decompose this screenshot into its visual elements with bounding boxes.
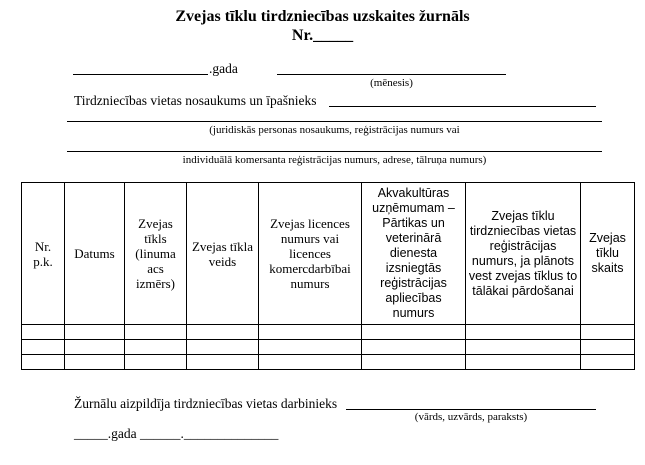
col-header-net-count: Zvejas tīklu skaits — [581, 183, 635, 325]
filled-by-label: Žurnālu aizpildīja tirdzniecības vietas darbinieks — [74, 396, 338, 411]
col-header-number: Nr. p.k. — [22, 183, 65, 325]
table-cell[interactable] — [187, 355, 259, 370]
col-header-aquaculture: Akvakultūras uzņēmumam – Pārtikas un veterinārā dienesta izsniegtās reģistrācijas apliecības numurs — [362, 183, 466, 325]
journal-number: Nr._____ — [291, 27, 354, 44]
table-cell[interactable] — [259, 325, 362, 340]
table-cell[interactable] — [581, 340, 635, 355]
col-header-net-type: Zvejas tīkla veids — [187, 183, 259, 325]
table-cell[interactable] — [22, 340, 65, 355]
footer-date-line[interactable]: _____.gada ______.______________ — [74, 426, 279, 441]
table-cell[interactable] — [362, 355, 466, 370]
table-cell[interactable] — [362, 340, 466, 355]
table-row — [22, 355, 635, 370]
month-caption: (mēnesis) — [370, 77, 413, 89]
table-cell[interactable] — [22, 325, 65, 340]
table-cell[interactable] — [125, 355, 187, 370]
table-row — [22, 325, 635, 340]
table-cell[interactable] — [65, 340, 125, 355]
table-cell[interactable] — [466, 340, 581, 355]
table-cell[interactable] — [259, 340, 362, 355]
table-cell[interactable] — [187, 325, 259, 340]
col-header-date: Datums — [65, 183, 125, 325]
table-cell[interactable] — [125, 325, 187, 340]
year-blank-line[interactable] — [73, 74, 208, 75]
col-header-trade-place-reg: Zvejas tīklu tirdzniecības vietas reģistrācijas numurs, ja plānots vest zvejas tīklus to tālākai pārdošanai — [466, 183, 581, 325]
journal-title: Zvejas tīklu tirdzniecības uzskaites žurnāls — [175, 8, 470, 25]
table-cell[interactable] — [466, 325, 581, 340]
table-cell[interactable] — [22, 355, 65, 370]
table-header-row — [22, 183, 635, 325]
gada-label: .gada — [209, 61, 238, 76]
individual-caption: individuālā komersanta reģistrācijas numurs, adrese, tālruņa numurs) — [182, 154, 487, 166]
table-row — [22, 340, 635, 355]
table-cell[interactable] — [466, 355, 581, 370]
table-cell[interactable] — [362, 325, 466, 340]
table-cell[interactable] — [65, 355, 125, 370]
col-header-net-mesh: Zvejas tīkls (linuma acs izmērs) — [125, 183, 187, 325]
col-header-license-number: Zvejas licences numurs vai licences komercdarbībai numurs — [259, 183, 362, 325]
table-cell[interactable] — [259, 355, 362, 370]
trade-place-blank-line[interactable] — [329, 106, 596, 107]
table-cell[interactable] — [581, 355, 635, 370]
trade-place-details-line[interactable] — [67, 151, 602, 152]
trade-place-label: Tirdzniecības vietas nosaukums un īpašnieks — [74, 93, 317, 108]
table-cell[interactable] — [187, 340, 259, 355]
trade-place-owner-line[interactable] — [67, 121, 602, 122]
signature-blank-line[interactable] — [346, 409, 596, 410]
table-cell[interactable] — [581, 325, 635, 340]
legal-person-caption: (juridiskās personas nosaukums, reģistrācijas numurs vai — [209, 124, 460, 136]
month-blank-line[interactable] — [277, 74, 506, 75]
table-cell[interactable] — [125, 340, 187, 355]
signature-caption: (vārds, uzvārds, paraksts) — [414, 411, 528, 423]
table-cell[interactable] — [65, 325, 125, 340]
journal-table — [21, 182, 635, 370]
